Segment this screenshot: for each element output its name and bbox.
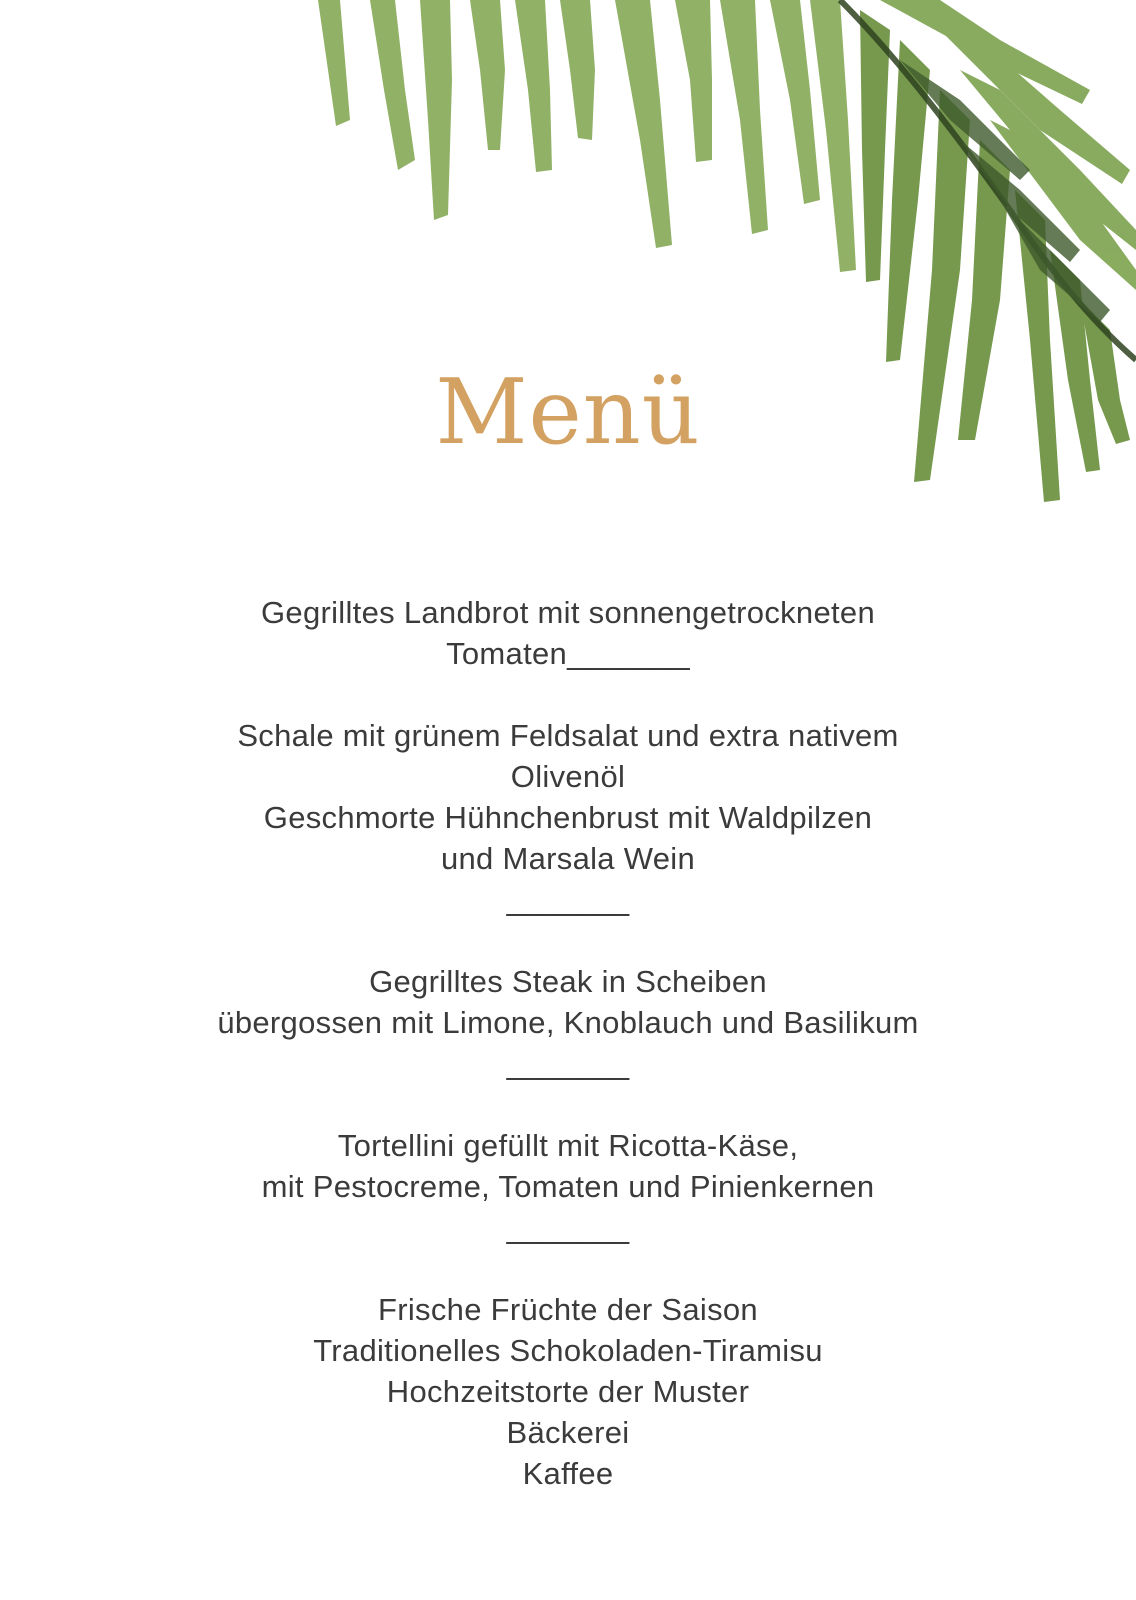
menu-line: Geschmorte Hühnchenbrust mit Waldpilzen: [263, 800, 873, 835]
menu-line: Olivenöl: [510, 759, 626, 794]
menu-line: Tomaten_______: [446, 636, 690, 671]
menu-title: Menü: [435, 360, 701, 465]
menu-line: und Marsala Wein: [440, 841, 696, 876]
menu-line: Traditionelles Schokoladen-Tiramisu: [313, 1333, 823, 1368]
menu-line: Bäckerei: [506, 1415, 630, 1450]
menu-line: Hochzeitstorte der Muster: [386, 1374, 750, 1409]
menu-gap: [0, 1084, 1136, 1125]
menu-divider: _______: [506, 882, 630, 917]
menu-line: mit Pestocreme, Tomaten und Pinienkernen: [261, 1169, 875, 1204]
menu-divider: _______: [506, 1046, 630, 1081]
menu-line: Gegrilltes Steak in Scheiben: [369, 964, 767, 999]
menu-line: Gegrilltes Landbrot mit sonnengetrockneten: [260, 595, 875, 630]
menu-divider: _______: [506, 1210, 630, 1245]
menu-gap: [0, 1248, 1136, 1289]
menu-line: übergossen mit Limone, Knoblauch und Basilikum: [217, 1005, 919, 1040]
menu-list: [0, 592, 1136, 1494]
menu-gap: [0, 920, 1136, 961]
palm-frond-illustration: [0, 0, 1136, 560]
menu-line: Tortellini gefüllt mit Ricotta-Käse,: [337, 1128, 799, 1163]
menu-line: Frische Früchte der Saison: [378, 1292, 758, 1327]
menu-line: Kaffee: [522, 1456, 614, 1491]
menu-gap: [0, 674, 1136, 715]
menu-line: Schale mit grünem Feldsalat und extra nativem: [237, 718, 899, 753]
